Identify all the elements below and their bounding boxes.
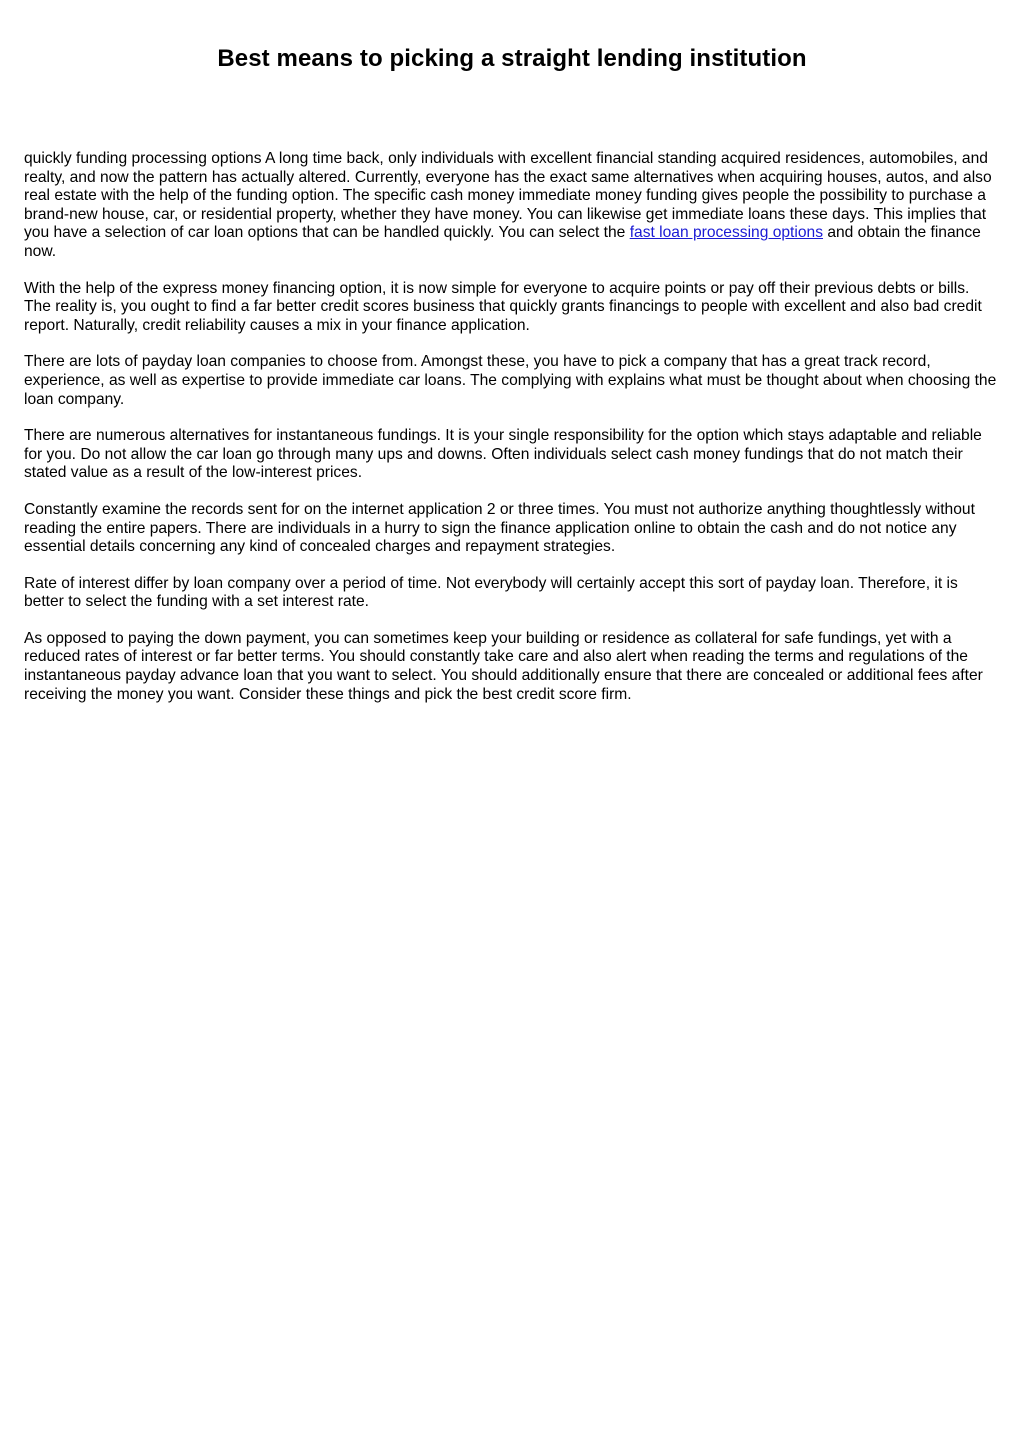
paragraph-7: As opposed to paying the down payment, you can sometimes keep your building or residence as collateral for safe fundings, yet with a reduced rates of interest or far better terms. You should constantly take care and also alert when reading the terms and regulations of the instantaneous payday advance loan that you want to select. You should additionally ensure that there are concealed or additional fees after receiving the money you want. Consider these things and pick the best credit score firm. bbox=[24, 629, 983, 703]
page-title: Best means to picking a straight lending institution bbox=[217, 45, 807, 72]
paragraph-3: There are lots of payday loan companies to choose from. Amongst these, you have to pick a company that has a great track record, experience, as well as expertise to provide immediate car loans. The complying with explains what must be thought about when choosing the loan company. bbox=[24, 353, 997, 408]
paragraph-1 bbox=[24, 150, 1000, 262]
article-body bbox=[24, 150, 1000, 704]
paragraph-1-text-after-link: and obtain the finance now. bbox=[24, 224, 981, 260]
paragraph-1-text-before-link: quickly funding processing options A long time back, only individuals with excellent financial standing acquired residences, automobiles, and realty, and now the pattern has actually altered. Currently, everyone has the exact same alternatives when acquiring houses, autos, and also real estate with the help of the funding option. The specific cash money immediate money funding gives people the possibility to purchase a brand-new house, car, or residential property, whether they have money. You can likewise get immediate loans these days. This implies that you have a selection of car loan options that can be handled quickly. You can select the bbox=[24, 150, 992, 242]
paragraph-2: With the help of the express money financing option, it is now simple for everyone to acquire points or pay off their previous debts or bills. The reality is, you ought to find a far better credit scores business that quickly grants financings to people with excellent and also bad credit report. Naturally, credit reliability causes a mix in your finance application. bbox=[24, 279, 982, 334]
fast-loan-processing-options-link[interactable]: fast loan processing options bbox=[629, 224, 823, 242]
paragraph-4: There are numerous alternatives for instantaneous fundings. It is your single responsibility for the option which stays adaptable and reliable for you. Do not allow the car loan go through many ups and downs. Often individuals select cash money fundings that do not match their stated value as a result of the low-interest prices. bbox=[24, 427, 982, 482]
paragraph-5: Constantly examine the records sent for on the internet application 2 or three times. You must not authorize anything thoughtlessly without reading the entire papers. There are individuals in a hurry to sign the finance application online to obtain the cash and do not notice any essential details concerning any kind of concealed charges and repayment strategies. bbox=[24, 500, 975, 556]
paragraph-6: Rate of interest differ by loan company over a period of time. Not everybody will certainly accept this sort of payday loan. Therefore, it is better to select the funding with a set interest rate. bbox=[24, 574, 958, 611]
